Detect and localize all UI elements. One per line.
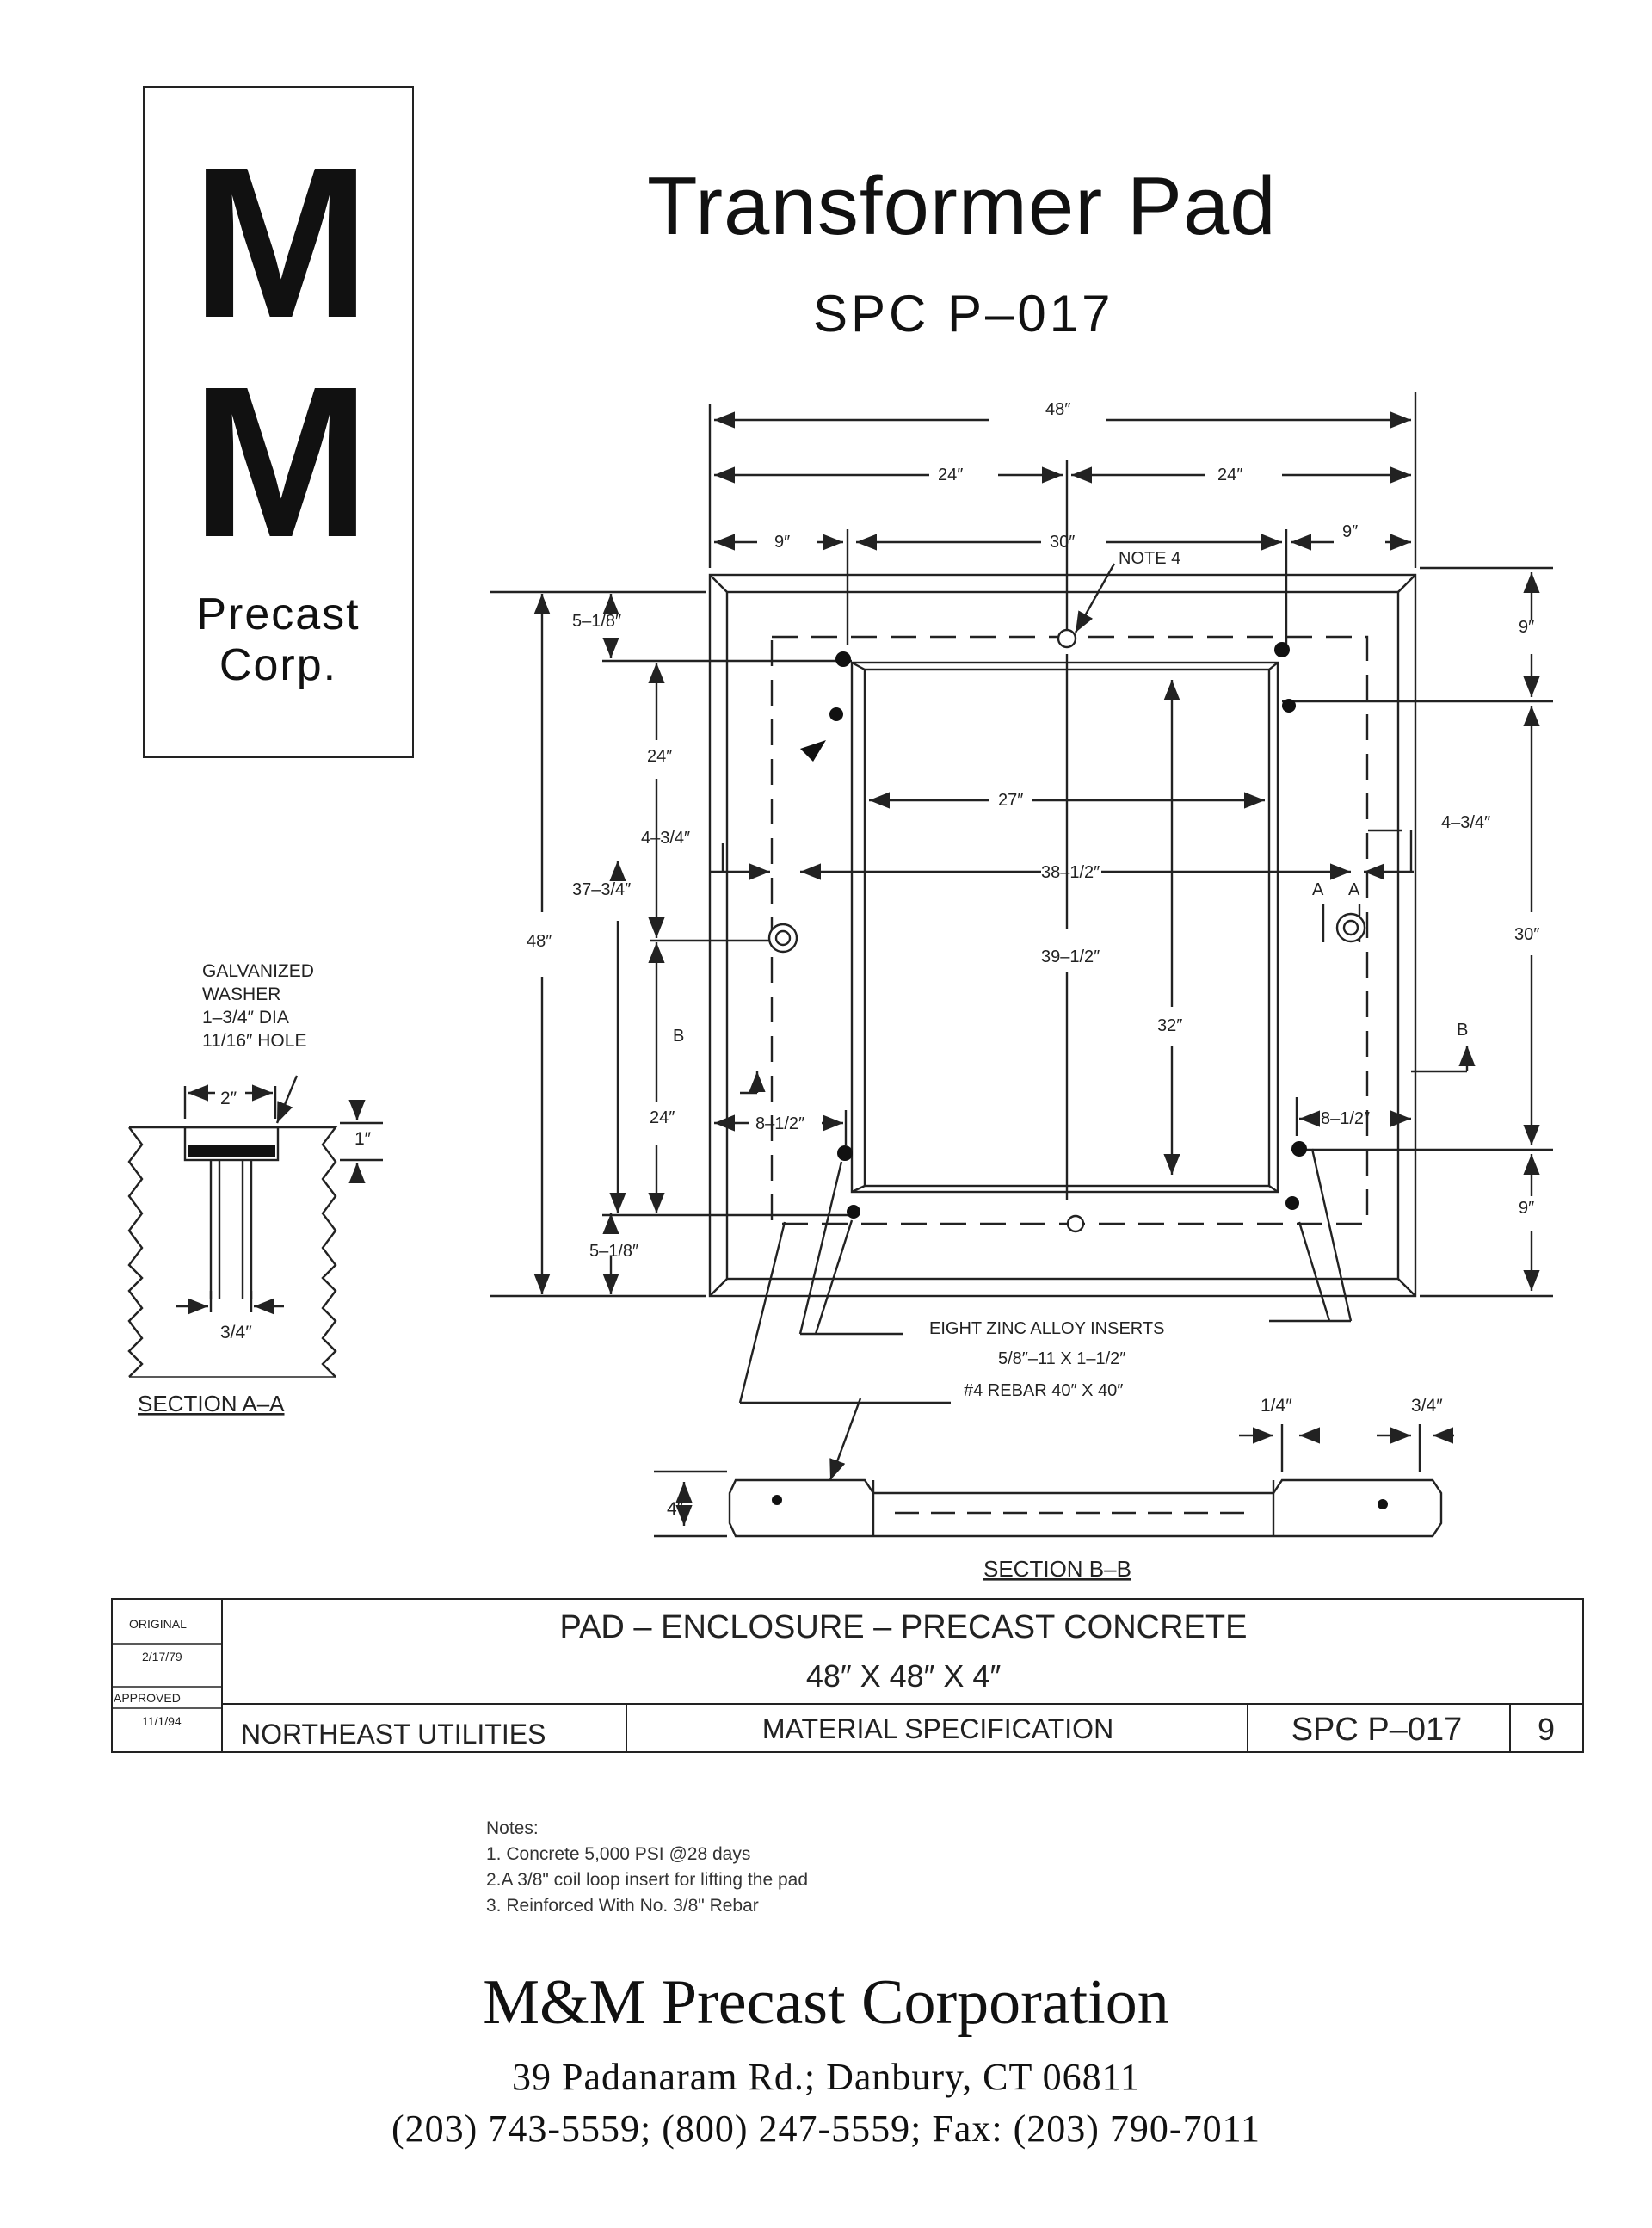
dim-right-9-bottom: 9″ [1519, 1199, 1535, 1218]
dim-right-30: 30″ [1514, 925, 1540, 944]
sheet-number: 9 [1537, 1712, 1556, 1747]
insert-dot [837, 1145, 853, 1161]
dim-quarter: 1/4″ [1261, 1396, 1292, 1416]
lifting-insert [1058, 630, 1076, 647]
dim-lower-24: 24″ [650, 1108, 675, 1127]
section-mark-b-left: B [673, 1027, 685, 1046]
dim-insert-left: 9″ [774, 533, 791, 552]
note-4-callout: NOTE 4 [1119, 549, 1181, 568]
logo-line-precast: Precast [196, 589, 361, 639]
washer-label-3: 1–3/4″ DIA [202, 1008, 289, 1028]
inserts-size: 5/8″–11 X 1–1/2″ [998, 1349, 1126, 1368]
pad-outer-edge [710, 575, 1415, 1296]
footer-phones: (203) 743-5559; (800) 247-5559; Fax: (203) 790-7011 [391, 2108, 1261, 2150]
approved-date: 11/1/94 [142, 1714, 182, 1728]
utility-name: NORTHEAST UTILITIES [241, 1719, 546, 1750]
washer-label-1: GALVANIZED [202, 961, 314, 981]
spec-size: 48″ X 48″ X 4″ [805, 1658, 1002, 1694]
approved-label: APPROVED [114, 1691, 181, 1705]
washer-label-4: 11/16″ HOLE [202, 1031, 307, 1051]
logo-letter-bottom: M [191, 342, 366, 582]
pad-chamfer-edge [727, 592, 1398, 1279]
lifting-insert [1068, 1216, 1083, 1231]
dim-insert-offset-right: 8–1/2″ [1321, 1109, 1371, 1128]
logo-letter-top: M [191, 122, 366, 362]
dim-half-right: 24″ [1217, 466, 1243, 484]
insert-dot [1285, 1196, 1299, 1210]
notes-block [486, 1816, 808, 1919]
dim-insert-offset-left: 8–1/2″ [755, 1114, 805, 1133]
dim-overall-width: 48″ [1045, 400, 1071, 419]
dim-washer-span: 38–1/2″ [1041, 863, 1100, 882]
notes-heading: Notes: [486, 1818, 539, 1838]
rebar-callout: #4 REBAR 40″ X 40″ [964, 1381, 1124, 1400]
note-item: 2.A 3/8" coil loop insert for lifting the pad [486, 1870, 809, 1890]
dim-insert-span: 30″ [1050, 533, 1076, 552]
section-arrow-marker [800, 740, 826, 762]
insert-dot [1291, 1141, 1307, 1157]
dim-insert-depth: 39–1/2″ [1041, 947, 1100, 966]
footer-address: 39 Padanaram Rd.; Danbury, CT 06811 [512, 2056, 1140, 2098]
insert-dot [1274, 642, 1290, 657]
original-date: 2/17/79 [142, 1650, 182, 1663]
section-mark-b-right: B [1457, 1021, 1469, 1040]
original-label: ORIGINAL [129, 1617, 187, 1631]
dim-37-34: 37–3/4″ [572, 880, 632, 899]
dim-edge-top: 5–1/8″ [572, 612, 622, 631]
spec-type: MATERIAL SPECIFICATION [761, 1713, 1114, 1744]
section-bb-label: SECTION B–B [983, 1556, 1131, 1582]
dim-opening-width: 27″ [998, 791, 1024, 810]
note-item: 1. Concrete 5,000 PSI @28 days [486, 1844, 751, 1864]
dim-washer-left: 4–3/4″ [641, 829, 691, 848]
note-item: 3. Reinforced With No. 3/8" Rebar [486, 1896, 759, 1916]
section-aa-label: SECTION A–A [138, 1391, 285, 1416]
section-mark-a-right: A [1348, 880, 1360, 899]
dim-upper-24: 24″ [647, 747, 673, 766]
insert-dot [829, 707, 843, 721]
dim-opening-depth: 32″ [1157, 1016, 1183, 1035]
dim-washer-width: 2″ [220, 1089, 237, 1108]
page-title: Transformer Pad [647, 160, 1277, 252]
insert-dot [1282, 699, 1296, 713]
insert-dot [847, 1205, 860, 1219]
logo-line-corp: Corp. [219, 640, 338, 690]
dim-washer-depth: 1″ [354, 1129, 372, 1149]
washer-plate [188, 1145, 275, 1157]
dim-edge-bottom: 5–1/8″ [589, 1242, 639, 1261]
section-mark-a-left: A [1312, 880, 1324, 899]
insert-dot [835, 651, 851, 667]
inserts-callout: EIGHT ZINC ALLOY INSERTS [929, 1319, 1165, 1338]
spec-number: SPC P–017 [1291, 1712, 1463, 1748]
spec-heading: PAD – ENCLOSURE – PRECAST CONCRETE [559, 1609, 1248, 1645]
dim-washer-right: 4–3/4″ [1441, 813, 1491, 832]
dim-three-quarter: 3/4″ [1411, 1396, 1443, 1416]
dim-right-9-top: 9″ [1519, 618, 1535, 637]
dim-bolt-dia: 3/4″ [220, 1323, 252, 1342]
dim-overall-depth: 48″ [527, 932, 552, 951]
dim-pad-thickness: 4″ [667, 1499, 684, 1519]
page-subtitle: SPC P–017 [813, 285, 1114, 343]
dim-insert-right: 9″ [1342, 522, 1359, 541]
washer-label-2: WASHER [202, 984, 281, 1004]
footer-company: M&M Precast Corporation [483, 1967, 1169, 2038]
dim-half-left: 24″ [938, 466, 964, 484]
